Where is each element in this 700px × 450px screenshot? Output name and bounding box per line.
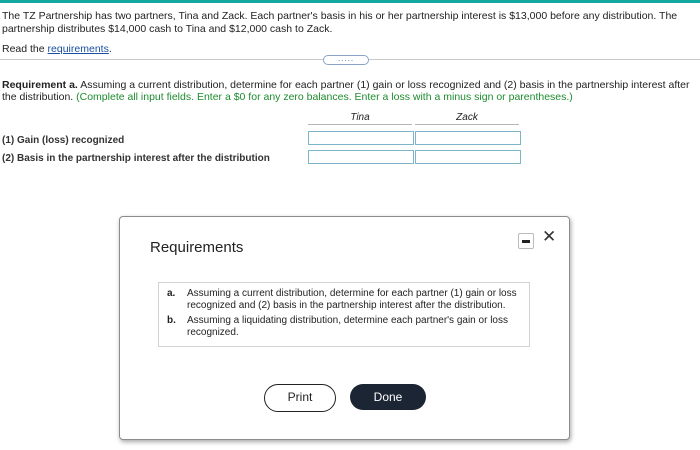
requirement-a-text: Assuming a current distribution, determine for each partner (1) gain or loss recognized and (2) basis in the partnership interest after the distribution. [2,79,690,103]
expand-toggle-button[interactable]: ..... [323,55,369,65]
tina-gain-loss-input[interactable] [308,131,414,145]
problem-statement: The TZ Partnership has two partners, Tina and Zack. Each partner's basis in his or her partnership interest is $13,000 before any distribution. The partnership distributes $14,000 cash to Tina and $12,000 cash to Zack. [2,10,678,35]
requirement-item-a [159,288,529,315]
dialog-title: Requirements [150,239,244,256]
read-requirements-line [2,43,112,55]
requirement-letter: a. [167,288,176,299]
requirement-a-label: Requirement a. [2,79,78,91]
close-icon[interactable]: ✕ [542,227,557,246]
print-button[interactable]: Print [264,384,336,412]
requirement-a-hint: (Complete all input fields. Enter a $0 for any zero balances. Enter a loss with a minus sign or parentheses.) [73,91,573,103]
minimize-icon[interactable] [518,233,534,249]
requirements-list [158,282,530,347]
requirement-item-b [159,315,529,342]
row-label-gain-loss: (1) Gain (loss) recognized [2,135,125,146]
column-header-tina: Tina [350,112,370,123]
requirement-text: Assuming a current distribution, determine for each partner (1) gain or loss recognized and (2) basis in the partnership interest after the distribution. [187,288,517,311]
zack-basis-input[interactable] [415,150,521,164]
requirement-a-instructions [2,79,692,103]
requirements-link[interactable]: requirements [47,43,109,55]
read-prefix: Read the [2,43,48,55]
row-label-basis-after: (2) Basis in the partnership interest after the distribution [2,153,270,164]
requirement-text: Assuming a liquidating distribution, determine each partner's gain or loss recognized. [187,315,508,338]
column-rule-zack [415,124,519,125]
done-button[interactable]: Done [350,384,426,410]
requirements-dialog [119,216,570,440]
column-rule-tina [308,124,412,125]
requirement-letter: b. [167,315,176,326]
tina-basis-input[interactable] [308,150,414,164]
zack-gain-loss-input[interactable] [415,131,521,145]
read-suffix: . [108,43,112,55]
column-header-zack: Zack [456,112,478,123]
top-accent-bar [0,0,700,3]
